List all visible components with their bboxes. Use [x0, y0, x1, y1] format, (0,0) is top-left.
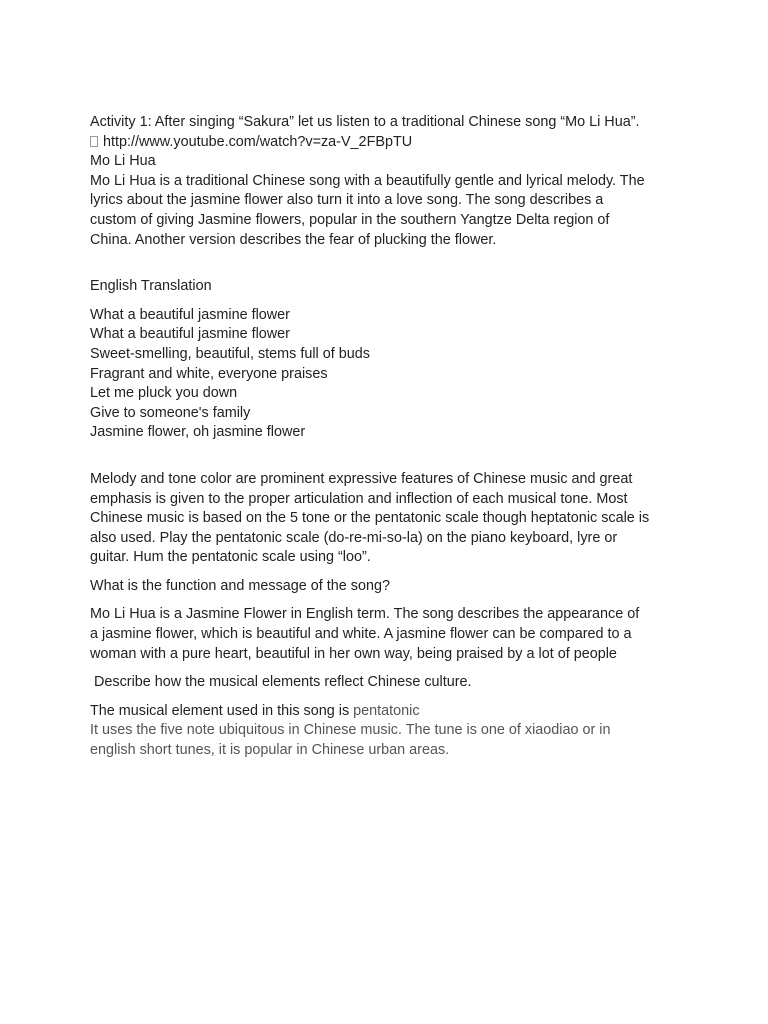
answer-line: woman with a pure heart, beautiful in her own way, being praised by a lot of people	[90, 645, 617, 662]
lyric-line: What a beautiful jasmine flower	[90, 306, 290, 323]
translation-lyrics	[90, 306, 690, 443]
description-line: Mo Li Hua is a traditional Chinese song with a beautifully gentle and lyrical melody. The	[90, 172, 645, 189]
answer-line: english short tunes, it is popular in Chinese urban areas.	[90, 742, 450, 759]
lyric-line: Fragrant and white, everyone praises	[90, 365, 328, 382]
answer-culture	[90, 702, 690, 761]
answer-term: pentatonic	[353, 702, 420, 719]
video-link[interactable]: http://www.youtube.com/watch?v=za-V_2FBpTU	[103, 133, 413, 150]
answer-line: a jasmine flower, which is beautiful and white. A jasmine flower can be compared to a	[90, 626, 632, 643]
melody-line: Chinese music is based on the 5 tone or the pentatonic scale though heptatonic scale is	[90, 510, 650, 527]
description-line: China. Another version describes the fear of plucking the flower.	[90, 231, 497, 248]
song-title: Mo Li Hua	[90, 153, 156, 170]
answer-prefix: The musical element used in this song is	[90, 702, 354, 719]
lyric-line: What a beautiful jasmine flower	[90, 326, 290, 343]
lyric-line: Let me pluck you down	[90, 385, 238, 402]
video-link-row[interactable]	[90, 133, 690, 153]
description-line: custom of giving Jasmine flowers, popular in the southern Yangtze Delta region of	[90, 211, 610, 228]
answer-function	[90, 605, 690, 664]
melody-line: also used. Play the pentatonic scale (do-re-mi-so-la) on the piano keyboard, lyre or	[90, 529, 618, 546]
answer-line: It uses the five note ubiquitous in Chinese music. The tune is one of xiaodiao or in	[90, 722, 611, 739]
bullet-glyph-icon	[90, 136, 98, 147]
question-culture: Describe how the musical elements reflect Chinese culture.	[94, 674, 472, 691]
activity-instruction: Activity 1: After singing “Sakura” let us listen to a traditional Chinese song “Mo Li Hua”.	[90, 114, 640, 130]
melody-paragraph	[90, 470, 690, 568]
answer-culture-first-line	[90, 702, 690, 722]
melody-line: Melody and tone color are prominent expressive features of Chinese music and great	[90, 470, 633, 487]
document-page	[90, 113, 690, 761]
melody-line: emphasis is given to the proper articulation and inflection of each musical tone. Most	[90, 490, 628, 507]
lyric-line: Jasmine flower, oh jasmine flower	[90, 424, 306, 441]
lyric-line: Give to someone's family	[90, 404, 251, 421]
description-line: lyrics about the jasmine flower also turn it into a love song. The song describes a	[90, 192, 604, 209]
answer-line: Mo Li Hua is a Jasmine Flower in English term. The song describes the appearance of	[90, 606, 640, 623]
lyric-line: Sweet-smelling, beautiful, stems full of buds	[90, 345, 370, 362]
question-function: What is the function and message of the song?	[90, 577, 390, 594]
translation-heading: English Translation	[90, 278, 212, 295]
melody-line: guitar. Hum the pentatonic scale using “loo”.	[90, 549, 371, 566]
